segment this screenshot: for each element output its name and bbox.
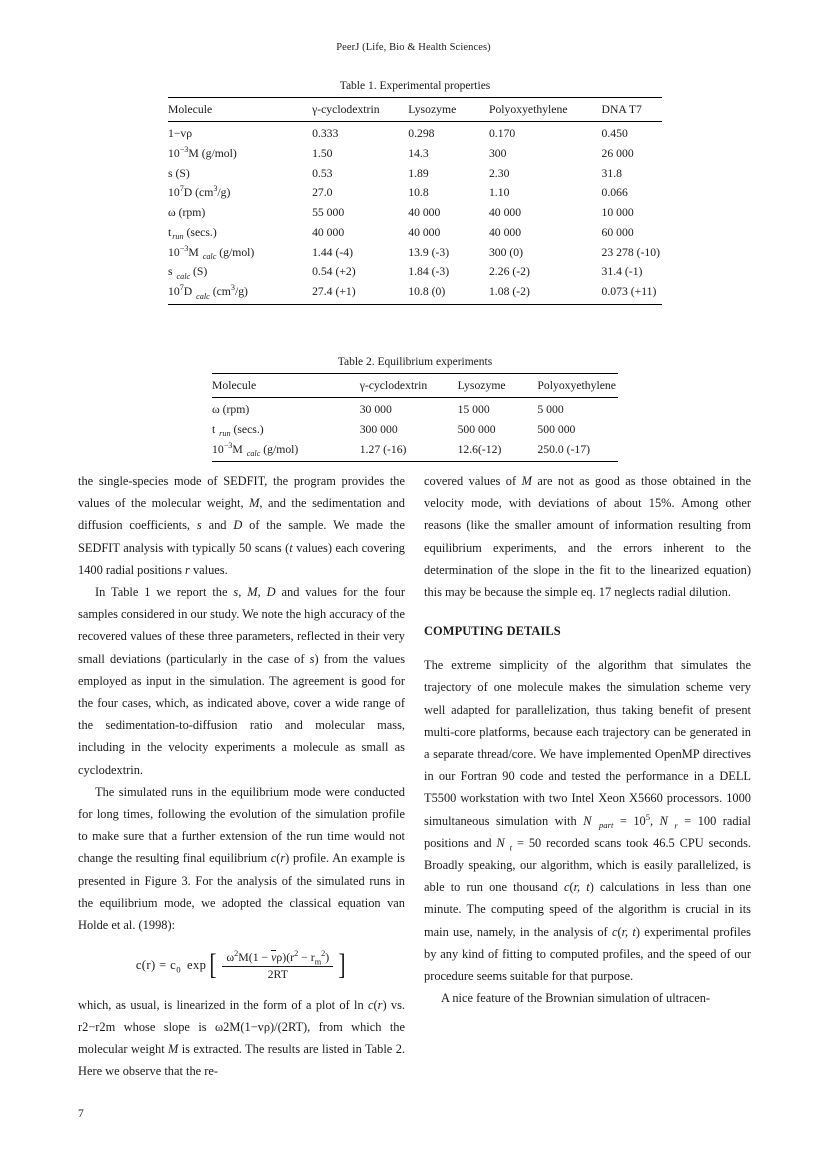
table1-cell: 40 000 xyxy=(408,206,441,220)
equation-numerator: $\omega^2M(1 - v\rho)(r^2 - r_m^2)$ xyxy=(222,950,333,967)
table-row xyxy=(168,203,662,223)
table1-row-label: $t_{run}$ (secs.) xyxy=(168,225,217,242)
table1-cell: 27.4 (+1) xyxy=(312,285,356,299)
table1-cell: 60 000 xyxy=(601,225,634,239)
table1-cell: 300 (0) xyxy=(488,245,524,259)
equation-bracket-close: ] xyxy=(338,948,346,982)
table1-cell: 23 278 (-10) xyxy=(601,245,660,259)
table1-cell: 0.170 xyxy=(488,127,516,140)
equation-lhs: c(r) = c xyxy=(135,958,177,973)
table-row xyxy=(168,242,662,262)
table1-cell: 40 000 xyxy=(488,206,522,220)
table1-cell: 40 000 xyxy=(408,225,441,239)
table1-row-label: $10^{-3}M$ $_{calc}$ (g/mol) xyxy=(168,243,255,262)
table-row xyxy=(168,143,662,163)
table2-row-label: ω (rpm) xyxy=(212,403,250,416)
table2-cell: 30 000 xyxy=(359,403,392,416)
table-2-caption: Table 2. Equilibrium experiments xyxy=(337,356,493,368)
paragraph-recovered-values: covered values of M are not as good as those obtained in the velocity mode, with deviations of about 15%. Among other reasons (like the smaller amount of information resulting from equilibrium experiments, and the errors inherent to the determination of the slope in the fit to the linearized equation) this may be because the simple eq. 17 neglects radial dilution. xyxy=(424,474,751,600)
table1-column-header: Polyoxyethylene xyxy=(488,103,568,116)
table1-cell: 31.8 xyxy=(601,166,622,180)
table-1-head xyxy=(168,98,662,122)
table1-cell: 40 000 xyxy=(488,225,522,239)
table1-cell: 1.44 (-4) xyxy=(312,245,353,259)
table2-cell: 1.27 (-16) xyxy=(359,442,407,456)
table1-cell: 0.066 xyxy=(601,186,628,200)
body-column-left xyxy=(78,470,405,1083)
table1-cell: 2.26 (-2) xyxy=(488,265,530,279)
table2-cell: 500 000 xyxy=(457,422,496,436)
table1-cell: 2.30 xyxy=(488,166,510,180)
table-1 xyxy=(168,97,662,305)
table2-column-header: Polyoxyethylene xyxy=(537,379,616,392)
body-column-right xyxy=(424,470,751,1009)
display-equation xyxy=(78,950,405,981)
running-head: PeerJ (Life, Bio & Health Sciences) xyxy=(336,42,491,53)
table-row xyxy=(212,439,618,461)
table-2-body xyxy=(212,398,618,462)
equation-fraction xyxy=(222,950,333,981)
table2-column-header: Molecule xyxy=(212,379,257,392)
paragraph-table1-discussion: In Table 1 we report the s, M, D and values for the four samples considered in our study. We note the high accuracy of the recovered values of these three parameters, reflected in their very small deviations (particularly in the case of s) from the values employed as input in the simulation. The agreement is good for the four cases, which, as indicated above, cover a wide range of the sedimentation-to-diffusion ratio and molecular mass, including in the velocity experiments a molecule as small as cyclodextrin. xyxy=(78,585,406,777)
paragraph-brownian-feature: A nice feature of the Brownian simulation of ultracen- xyxy=(441,991,711,1006)
table-1-caption: Table 1. Experimental properties xyxy=(339,80,491,92)
table-1-block xyxy=(168,80,662,305)
table1-cell: 0.53 xyxy=(312,166,333,180)
table1-cell: 1.50 xyxy=(312,146,333,160)
table-row xyxy=(168,163,662,183)
table1-column-header: Lysozyme xyxy=(408,103,457,116)
table1-cell: 300 xyxy=(488,146,507,160)
table1-row-label: s (S) xyxy=(168,166,190,180)
paragraph-computing-details: The extreme simplicity of the algorithm that simulates the trajectory of one molecule makes the simulation scheme very well adapted for parallelization, thus taking benefit of present multi-core platforms, because each trajectory can be generated in a separate thread/core. We have implemented OpenMP directives in our Fortran 90 code and tested the performance in a DELL T5500 workstation with two Intel Xeon X5660 processors. 1000 simultaneous simulation with N $_{part} = 10^5$, N $_r$ = 100 radial positions and N $_t$ = 50 recorded scans took 46.5 CPU seconds. Broadly speaking, our algorithm, which is easily parallelized, is able to run one thousand c(r, t) calculations in less than one minute. The computing speed of the algorithm is crucial in its main use, namely, in the analysis of c(r, t) experimental profiles by any kind of fitting to computed profiles, and the speed of our procedure seems suitable for that purpose. xyxy=(424,658,751,983)
table2-column-header: γ-cyclodextrin xyxy=(359,379,428,392)
table-row xyxy=(212,419,618,439)
table1-cell: 1.84 (-3) xyxy=(408,265,450,279)
section-heading-computing-details: COMPUTING DETAILS xyxy=(424,624,561,639)
equation-lhs-subscript: 0 xyxy=(176,964,181,975)
table1-row-label: ω (rpm) xyxy=(168,206,206,220)
table1-row-label: 1−vρ xyxy=(168,127,193,140)
table2-cell: 300 000 xyxy=(359,422,398,436)
table-row xyxy=(168,223,662,243)
table1-row-label: $10^{-3}M$ (g/mol) xyxy=(168,144,237,160)
table-2-head xyxy=(212,374,618,398)
table2-cell: 12.6(-12) xyxy=(457,442,502,456)
table-1-body xyxy=(168,122,662,305)
table2-row-label: t $_{run}$ (secs.) xyxy=(212,422,264,439)
table2-cell: 5 000 xyxy=(537,403,564,416)
table1-cell: 1.89 xyxy=(408,166,429,180)
table2-cell: 500 000 xyxy=(537,422,576,436)
table-row xyxy=(212,398,618,420)
table-2-header-row xyxy=(212,374,618,398)
table1-cell: 0.073 (+11) xyxy=(601,285,657,299)
table1-column-header: Molecule xyxy=(168,103,213,116)
table2-column-header: Lysozyme xyxy=(457,379,506,392)
table1-cell: 40 000 xyxy=(312,225,345,239)
table2-cell: 250.0 (-17) xyxy=(537,442,590,456)
equation-denominator: 2RT xyxy=(267,967,288,982)
table1-cell: 1.08 (-2) xyxy=(488,285,530,299)
table1-cell: 31.4 (-1) xyxy=(601,265,643,279)
table1-cell: 27.0 xyxy=(312,186,333,200)
table1-row-label: $10^7D$ $_{calc}$ $(cm^3/g)$ xyxy=(168,283,248,301)
table1-column-header: γ-cyclodextrin xyxy=(312,103,380,116)
table1-cell: 10.8 xyxy=(408,186,429,200)
table1-row-label: s $_{calc}$ (S) xyxy=(168,265,208,281)
table1-cell: 10.8 (0) xyxy=(408,285,446,299)
table-2-block xyxy=(212,356,618,462)
table-row xyxy=(168,122,662,144)
table1-row-label: $10^7D$ $(cm^3/g)$ xyxy=(168,184,231,200)
equation-operator: exp xyxy=(187,958,207,973)
table1-cell: 13.9 (-3) xyxy=(408,245,450,259)
table1-cell: 0.298 xyxy=(408,127,435,140)
table1-cell: 55 000 xyxy=(312,206,345,220)
paragraph-linearization: which, as usual, is linearized in the form of a plot of ln c(r) vs. r2−r2m whose slope is ω2M(1−vρ)/(2RT), from which the molecular weight M is extracted. The results are listed in Table 2. Here we observe that the re- xyxy=(78,997,406,1079)
table-1-header-row xyxy=(168,98,662,122)
table1-cell: 0.450 xyxy=(601,127,628,140)
page-number: 7 xyxy=(78,1108,84,1120)
table-row xyxy=(168,183,662,203)
table2-cell: 15 000 xyxy=(457,403,490,416)
paragraph-continuation: the single-species mode of SEDFIT, the program provides the values of the molecular weight, M, and the sedimentation and diffusion coefficients, s and D of the sample. We made the SEDFIT analysis with typically 50 scans (t values) each covering 1400 radial positions r values. xyxy=(78,474,406,577)
table2-row-label: $10^{-3}M$ $_{calc}$ (g/mol) xyxy=(212,440,299,458)
table-2 xyxy=(212,373,618,462)
paragraph-equilibrium-runs: The simulated runs in the equilibrium mode were conducted for long times, following the evolution of the simulation profile to make sure that a further extension of the run time would not change the resulting final equilibrium c(r) profile. An example is presented in Figure 3. For the analysis of the simulated runs in the equilibrium mode, we adopted the classical equation van Holde et al. (1998): xyxy=(78,784,405,933)
table1-cell: 0.333 xyxy=(312,127,339,140)
equation-bracket-open: [ xyxy=(209,948,217,982)
table1-cell: 10 000 xyxy=(601,206,634,220)
table-row xyxy=(168,262,662,282)
table-row xyxy=(168,282,662,304)
table1-cell: 1.10 xyxy=(488,186,510,200)
table1-column-header: DNA T7 xyxy=(601,103,642,116)
table1-cell: 26 000 xyxy=(601,146,634,160)
table1-cell: 14.3 xyxy=(408,146,429,160)
table1-cell: 0.54 (+2) xyxy=(312,265,356,279)
